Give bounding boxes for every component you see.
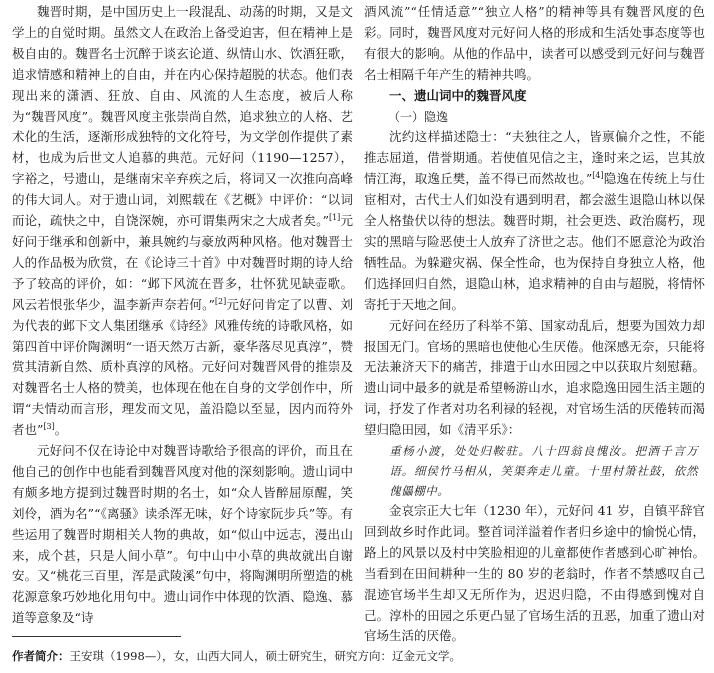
section-heading: 一、遗山词中的魏晋风度: [389, 87, 527, 103]
left-paragraph-1: 魏晋时期，是中国历史上一段混乱、动荡的时期，又是文学上的自觉时期。虽然文人在政治上备受迫害，但在精神上是极自由的。魏晋名士沉醉于谈玄论道、纵情山水、饮酒狂歌，追求情感和精神上的自由，并在内心保持超脱的状态。他们表现出来的潇洒、狂放、自由、风流的人生态度，被后人称为“魏晋风度”。魏晋风度主张崇尚自然，追求独立的人格、艺术化的生活，逐渐形成独特的文化符号，为文学创作提供了素材，也成为后世文人追慕的典范。元好问（1190—1257），字裕之，号遗山，是继南宋辛弃疾之后，将词又一次推向高峰的伟大词人。对于遗山词，刘熙载在《艺概》中评价：“以词而论，疏快之中，自饶深婉，亦可谓集两宋之大成者矣。”[1]元好问于继承和创新中，兼具婉约与豪放两种风格。他对魏晋士人的作品极为欣赏，在《论诗三十首》中对魏晋时期的诗人给予了较高的评价，如：“邺下风流在晋多，壮怀犹见缺壶歌。风云若恨张华少，温李新声奈若何。”[2]元好问肯定了以曹、刘为代表的邺下文人集团继承《诗经》风雅传统的诗歌风格，如第四首中评价陶渊明“一语天然万古新，豪华落尽见真淳”，赞赏其清新自然、质朴真淳的风格。元好问对魏晋风骨的推崇及对魏晋名士人格的赞美，也体现在他在自身的文学创作中，所谓“夫情动而言形，理发而文见，盖沿隐以至显，因内而符外者也”[3]。: [12, 4, 353, 438]
footnote-rule: [12, 636, 181, 637]
right-column: [364, 2, 705, 647]
poem-quote: 重杨小渡，处处归鞍驻。八十四翁良愧汝。把酒千言万语。细侯竹马相从，笑渠奔走儿童。十里村箫社鼓，依然傀儡棚中。: [389, 444, 699, 499]
left-column: [12, 2, 353, 629]
right-paragraph-3: 金哀宗正大七年（1230 年），元好问 41 岁，自镇平辞官回到故乡时作此词。整首词洋溢着作者归乡途中的愉悦心情，路上的风景以及村中笑脸相迎的儿童都使作者感到心旷神怡。当看到在田间耕种一生的 80 岁的老翁时，作者不禁感叹自己混迹官场半生却又无所作为，迟迟归隐，不由得感到愧对自己。淳朴的田园之乐更凸显了官场生活的丑恶，加重了遗山对官场生活的厌倦。: [364, 503, 705, 644]
footnote-text: 王安琪（1998—），女，山西大同人，硕士研究生，研究方向：辽金元文学。: [69, 649, 462, 663]
right-paragraph-2: 元好问在经历了科举不第、国家动乱后，想要为国效力却报国无门。官场的黑暗也使他心生厌倦。他深感无奈，只能将无法兼济天下的痛苦，排遣于山水田园之中以获取片刻慰藉。遗山词中最多的就是希望畅游山水，追求隐逸田园生活主题的词，抒发了作者对功名利禄的轻视，对官场生活的厌倦转而渴望归隐田园，如《清平乐》：: [364, 317, 705, 438]
left-paragraph-2: 元好问不仅在诗论中对魏晋诗歌给予很高的评价，而且在他自己的创作中也能看到魏晋风度对他的深刻影响。遗山词中有颇多地方提到过魏晋时期的名士，如“众人皆醉屈原醒，笑刘伶，酒为名”“《离骚》读杀浑无味，好个诗家阮步兵”等。有些运用了魏晋时期相关人物的典故，如“似山中远志，漫出山来，成个甚，只是人间小草”。句中山中小草的典故就出自谢安。又“桃花三百里，浑是武陵溪”句中，将陶渊明所塑造的桃花源意象巧妙地化用句中。遗山词作中体现的饮酒、隐逸、慕道等意象及“诗: [12, 443, 353, 626]
author-footnote: [12, 648, 702, 664]
right-paragraph-1: 沈约这样描述隐士：“夫独往之人，皆禀偏介之性，不能推志屈道，借誉期通。若使值见信之主，逢时来之运，岂其放情江海，取逸丘樊，盖不得已而然故也。”[4]隐逸在传统上与仕宦相对，古代士人们如没有遇到明君，都会滋生退隐山林以保全人格蛰伏以待的想法。魏晋时期，社会更迭、政治腐朽，现实的黑暗与险恶使士人放弃了济世之志。他们不愿意沦为政治牺牲品。为躲避灾祸、保全性命，也为保持自身独立人格，他们选择回归自然，退隐山林，追求精神的自由与超脱，将情怀寄托于天地之间。: [364, 129, 705, 312]
subsection-heading: （一）隐逸: [388, 109, 449, 124]
right-paragraph-continued: 酒风流”“任情适意”“独立人格”的精神等具有魏晋风度的色彩。同时，魏晋风度对元好问人格的形成和生活处事态度等也有很大的影响。从他的作品中，读者可以感受到元好问与魏晋名士相隔千年产生的精神共鸣。: [364, 4, 705, 82]
footnote-label: 作者简介：: [12, 649, 70, 663]
